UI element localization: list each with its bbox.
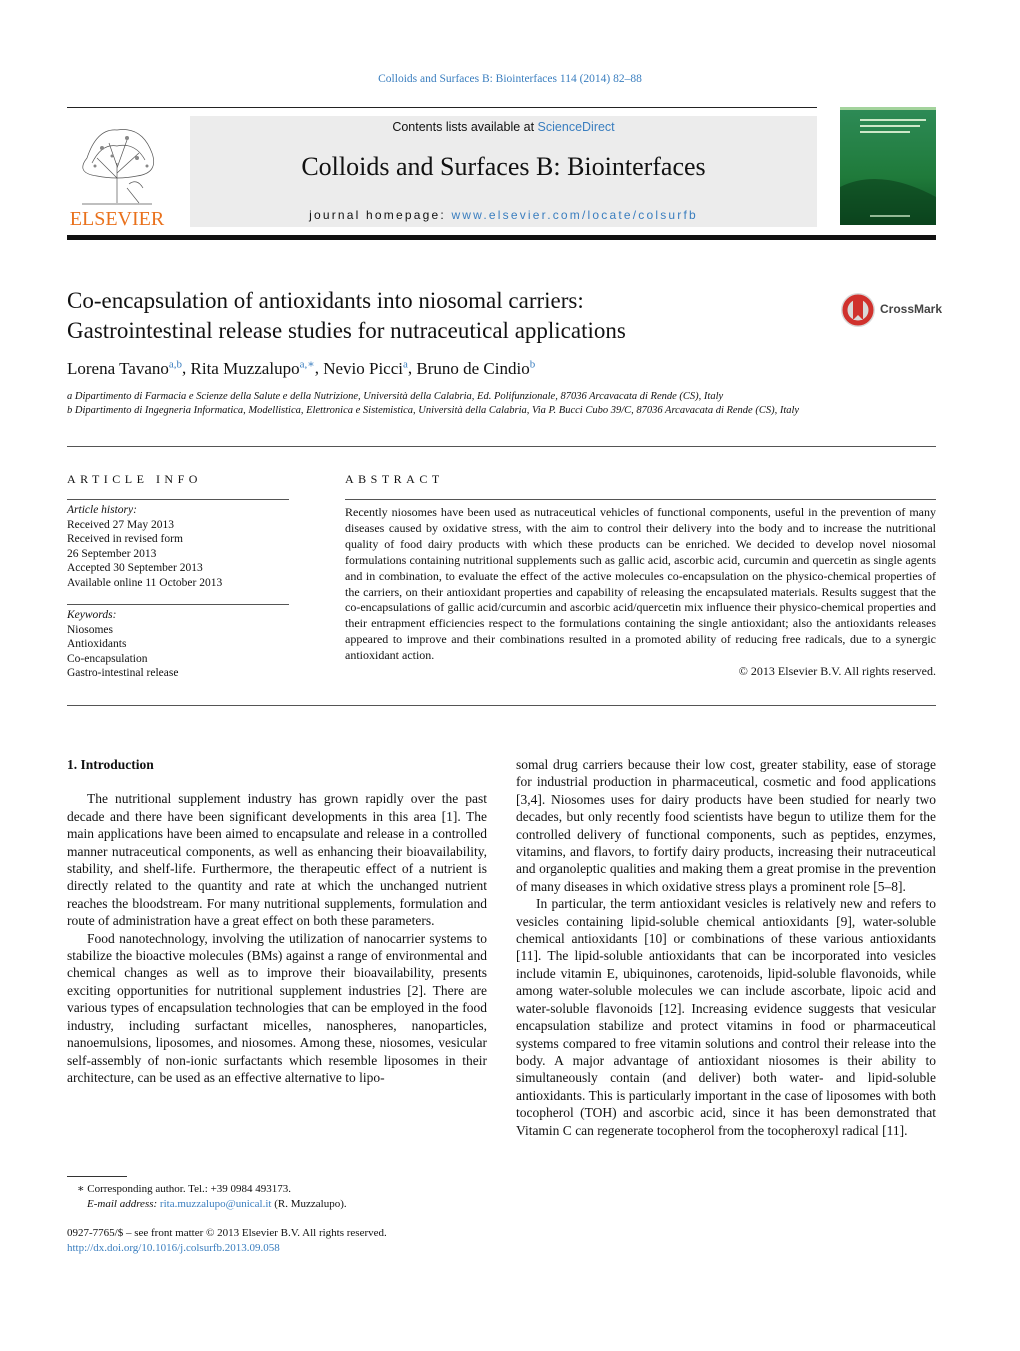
affiliation-b: b Dipartimento di Ingegneria Informatica, Modellistica, Elettronica e Sistemistica, Università della Calabria, Via P. Bucci Cubo 39/C, 87036 Arcavacata di Rende (CS), Italy	[67, 405, 800, 416]
journal-cover[interactable]	[840, 107, 936, 225]
author[interactable]: Bruno de Cindio$^b$	[416, 358, 536, 378]
keywords-rule	[67, 604, 289, 605]
journal-title: Colloids and Surfaces B: Biointerfaces	[301, 152, 706, 181]
elsevier-wordmark: ELSEVIER	[69, 208, 165, 230]
keyword: Gastro-intestinal release	[67, 667, 179, 679]
crossmark-icon	[840, 292, 876, 328]
article-title-line-2: Gastrointestinal release studies for nutraceutical applications	[67, 318, 626, 343]
history-item: Accepted 30 September 2013	[67, 562, 203, 574]
header-rule	[67, 107, 817, 108]
article-history	[67, 503, 297, 590]
cover-image	[840, 107, 936, 225]
abstract	[345, 505, 936, 680]
journal-banner	[190, 116, 817, 227]
contents-prefix: Contents lists available at	[392, 120, 538, 134]
body-paragraph: In particular, the term antioxidant vesicles is relatively new and refers to vesicles containing lipid-soluble chemical antioxidants [9], water-soluble chemical antioxidants [10] or combinations of these various antioxidants [11]. The lipid-soluble antioxidants that can be incorporated into vesicles include vitamin E, ubiquinones, carotenoids, lipid-soluble flavonoids, while among water-soluble molecules we can include ascorbate, lipoic acid and water-soluble flavonoids [12]. Increasing evidence suggests that vesicular encapsulation stabilize and protect vitamins in food or pharmaceutical systems compared to free vitamin solutions and control their release into the body. A major advantage of antioxidant niosomes is their ability to simultaneously contain (and deliver) both water- and lipid-soluble antioxidants. This is particularly important in the case of liposomes with both tocopherol (TOH) and ascorbic acid, since it has been demonstrated that Vitamin C can regenerate tocopherol from the tocopheroxyl radical [11].	[516, 896, 936, 1138]
section-heading-introduction: 1. Introduction	[67, 757, 154, 772]
email-label: E-mail address:	[87, 1198, 160, 1210]
banner-bottom-rule	[67, 235, 936, 240]
running-header[interactable]: Colloids and Surfaces B: Biointerfaces 114 (2014) 82–88	[378, 73, 642, 85]
article-title	[67, 286, 827, 346]
history-label: Article history:	[67, 504, 137, 516]
body-right-column	[516, 756, 936, 1139]
doi-link[interactable]: http://dx.doi.org/10.1016/j.colsurfb.2013.09.058	[67, 1242, 280, 1254]
crossmark-button[interactable]	[840, 292, 943, 328]
footnote-email	[67, 1197, 507, 1212]
keyword: Niosomes	[67, 623, 113, 636]
keywords	[67, 608, 297, 681]
abstract-rule	[345, 499, 936, 500]
history-item: Available online 11 October 2013	[67, 576, 223, 589]
homepage-link[interactable]: www.elsevier.com/locate/colsurfb	[451, 208, 698, 222]
email-suffix: (R. Muzzalupo).	[271, 1198, 347, 1210]
section-rule-top	[67, 446, 936, 447]
body-left-column	[67, 756, 487, 1086]
email-link[interactable]: rita.muzzalupo@unical.it	[159, 1198, 272, 1210]
abstract-text: Recently niosomes have been used as nutraceutical vehicles of functional components, useful in the prevention of many diseases caused by oxidative stress, with the aim to control their delivery into the body and to increase the nutritional quality of food dairy products with which these products can be enriched. We decided to develop novel niosomal formulations containing nutritional supplements such as gallic acid, ascorbic acid, curcumin and quercetin as single agents and in combination, to evaluate the effect of the active molecules co-encapsulation on the physico-chemical properties of the carriers, on their antioxidant properties and capability of releasing the encapsulated materials. Results suggest that the co-encapsulations of gallic acid/curcumin and ascorbic acid/quercetin mix influence their physico-chemical properties and their entrapment efficiencies respect to the formulations containing the single antioxidant; also the antioxidants releases appeared to improve and their combinations resulted in a promoted ability of reducing free radicals, due to a synergic antioxidant action.	[345, 505, 936, 663]
footnote-corresponding: ∗ Corresponding author. Tel.: +39 0984 493173.	[77, 1183, 292, 1195]
body-paragraph: The nutritional supplement industry has grown rapidly over the past decade and there have been significant developments in this area [1]. The main applications have been aimed to encapsulate and release in a controlled manner nutraceutical components, as well as enhancing their bioavailability, stability, and shelf-life. Furthermore, the therapeutic effect of a nutrient is directly related to the quantity and rate at which the unchanged nutrient reaches the bloodstream. For many nutritional supplements, formulation and route of administration have a great effect on both these parameters.	[67, 791, 487, 929]
article-info-heading: ARTICLE INFO	[67, 472, 202, 486]
affiliation-a: a Dipartimento di Farmacia e Scienze della Salute e della Nutrizione, Università della Calabria, Ed. Polifunzionale, 87036 Arcavacata di Rende (CS), Italy	[67, 391, 724, 402]
body-paragraph: somal drug carriers because their low cost, greater stability, ease of storage for industrial production in pharmaceutical, cosmetic and food applications [3,4]. Niosomes uses for dairy products have been studied for nearly two decades, but only recently food scientists have begun to utilize them for the controlled delivery of functional components, such as peptides, enzymes, vitamins, and flavors, to fortify dairy products, increasing their nutraceutical and organoleptic qualities and making them a great promise in the prevention of many diseases in which oxidative stress plays a prominent role [5–8].	[516, 757, 936, 894]
contents-line	[190, 120, 817, 134]
author[interactable]: Lorena Tavano$^{a,b}$	[67, 358, 183, 378]
keyword: Antioxidants	[67, 638, 127, 650]
sciencedirect-link[interactable]: ScienceDirect	[537, 120, 615, 134]
section-rule-bottom	[67, 705, 936, 706]
history-item: 26 September 2013	[67, 547, 157, 560]
keywords-label: Keywords:	[67, 609, 117, 621]
journal-homepage	[190, 208, 817, 222]
body-paragraph: Food nanotechnology, involving the utilization of nanocarrier systems to stabilize the bioactive molecules (BMs) against a range of environmental and chemical changes as well as to improve their bioavailability, presents exciting opportunities for nutritional supplement industries [2]. There are various types of encapsulation technologies that can be employed in the food industry, including surfactant micelles, nanospheres, nanoparticles, nanoemulsions, liposomes, and niosomes. Among these, niosomes, vesicular self-assembly of non-ionic surfactants which resemble liposomes in their architecture, can be used as an effective alternative to lipo-	[67, 930, 487, 1085]
abstract-heading: ABSTRACT	[345, 472, 444, 486]
keyword: Co-encapsulation	[67, 652, 148, 665]
article-info-rule	[67, 499, 289, 500]
crossmark-label: CrossMark	[880, 302, 943, 316]
author[interactable]: Nevio Picci$^a$	[323, 358, 408, 378]
author-list: Lorena Tavano$^{a,b}$, Rita Muzzalupo$^{a,∗}$, Nevio Picci$^a$, Bruno de Cindio$^b$	[67, 358, 536, 378]
homepage-prefix: journal homepage:	[309, 208, 452, 222]
history-item: Received 27 May 2013	[67, 518, 174, 531]
author[interactable]: Rita Muzzalupo$^{a,∗}$	[190, 358, 315, 378]
article-title-line-1: Co-encapsulation of antioxidants into niosomal carriers:	[67, 288, 584, 313]
elsevier-logo[interactable]	[67, 118, 167, 230]
elsevier-tree-icon	[67, 118, 167, 230]
footnote-rule	[67, 1176, 127, 1177]
abstract-copyright: © 2013 Elsevier B.V. All rights reserved.	[738, 664, 936, 679]
issn-line: 0927-7765/$ – see front matter © 2013 Elsevier B.V. All rights reserved.	[67, 1227, 387, 1239]
history-item: Received in revised form	[67, 533, 183, 545]
